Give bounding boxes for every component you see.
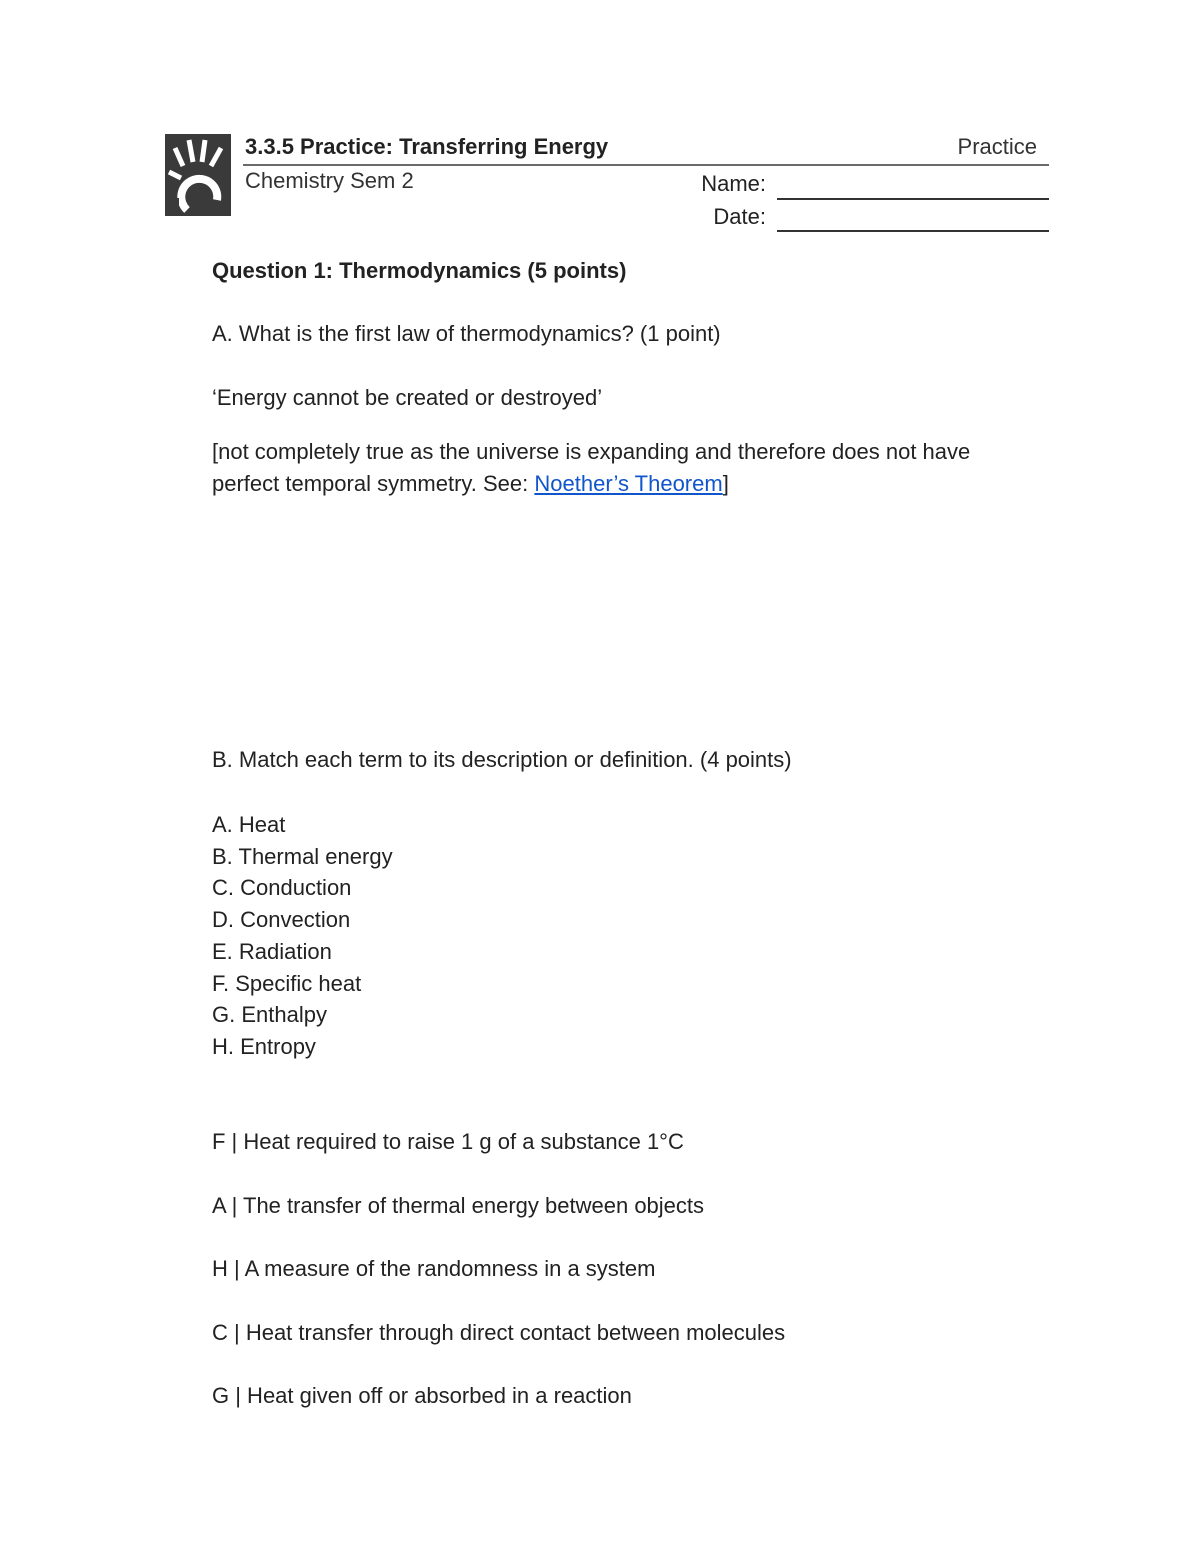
part-a-answer: ‘Energy cannot be created or destroyed’ <box>212 385 603 410</box>
header-divider <box>243 164 1049 166</box>
note-suffix: ] <box>722 471 729 496</box>
term-item: E. Radiation <box>212 938 332 964</box>
course-name: Chemistry Sem 2 <box>245 168 414 193</box>
date-field[interactable] <box>777 230 1049 232</box>
match-answer-list <box>212 1126 785 1444</box>
match-answer: F | Heat required to raise 1 g of a substance 1°C <box>212 1129 684 1154</box>
match-answer: H | A measure of the randomness in a system <box>212 1256 656 1281</box>
term-item: H. Entropy <box>212 1033 316 1059</box>
match-answer: A | The transfer of thermal energy between objects <box>212 1192 705 1218</box>
part-a-prompt: A. What is the first law of thermodynamics? (1 point) <box>212 321 721 346</box>
question-heading: Question 1: Thermodynamics (5 points) <box>212 258 627 283</box>
term-item: A. Heat <box>212 812 286 837</box>
term-item: B. Thermal energy <box>212 843 393 869</box>
term-item: G. Enthalpy <box>212 1002 327 1028</box>
term-list <box>212 809 393 1063</box>
part-b-prompt: B. Match each term to its description or definition. (4 points) <box>212 747 792 772</box>
date-label: Date: <box>713 204 766 229</box>
part-a-note-line2 <box>212 468 729 500</box>
match-answer: G | Heat given off or absorbed in a reaction <box>212 1383 632 1408</box>
term-item: D. Convection <box>212 907 351 933</box>
note-prefix: perfect temporal symmetry. See: <box>212 471 535 496</box>
school-logo-icon <box>165 134 231 216</box>
name-field[interactable] <box>777 198 1049 200</box>
worksheet-title: 3.3.5 Practice: Transferring Energy <box>245 134 609 159</box>
match-answer: C | Heat transfer through direct contact between molecules <box>212 1319 786 1345</box>
worksheet-type: Practice <box>957 134 1037 159</box>
noethers-theorem-link[interactable]: Noether’s Theorem <box>534 471 723 496</box>
name-label: Name: <box>701 171 766 196</box>
term-item: F. Specific heat <box>212 970 362 996</box>
term-item: C. Conduction <box>212 875 352 901</box>
part-a-note-line1: [not completely true as the universe is expanding and therefore does not have <box>212 439 971 464</box>
